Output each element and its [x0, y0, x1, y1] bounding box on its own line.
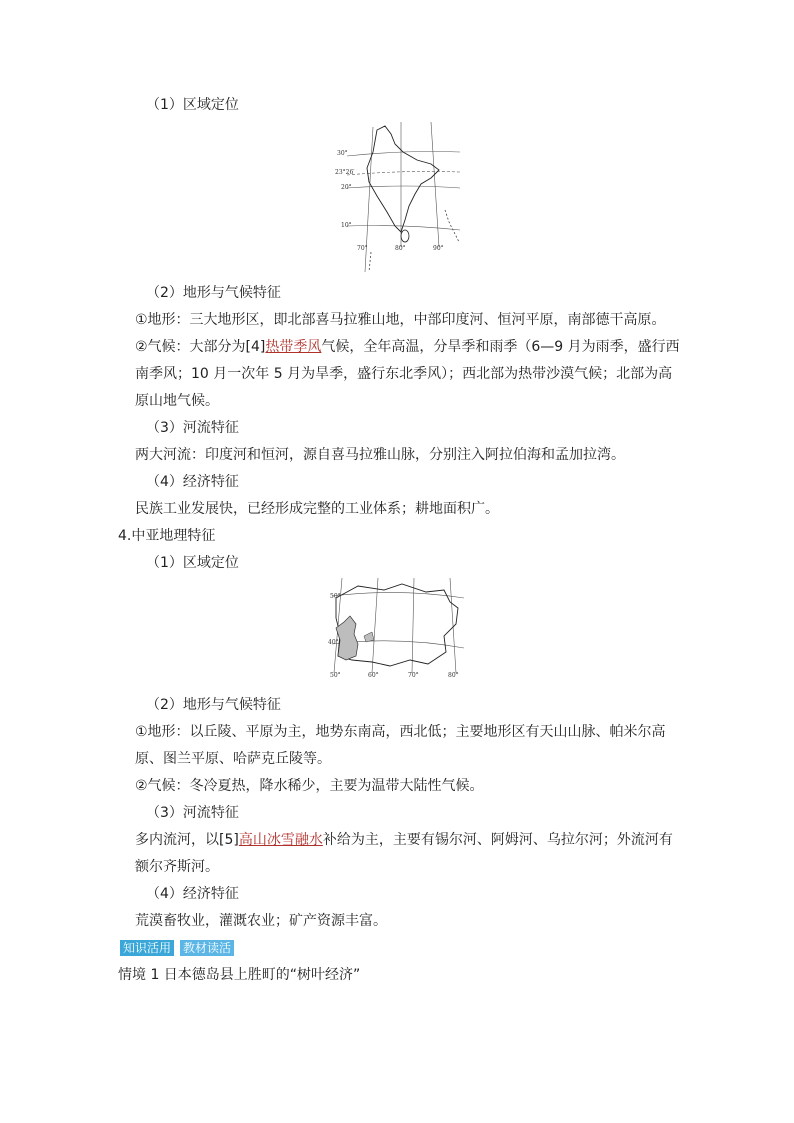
answer-5: 高山冰雪融水: [238, 832, 323, 848]
lat-20-label: 20°: [341, 184, 352, 191]
terrain-text-2-line2: 原、图兰平原、哈萨克丘陵等。: [135, 751, 331, 767]
terrain-text: ①地形：三大地形区，即北部喜马拉雅山地，中部印度河、恒河平原，南部德干高原。: [135, 312, 666, 328]
knowledge-application-badge: 知识活用: [120, 940, 174, 956]
subheading-economy-2: （4）经济特征: [146, 886, 239, 902]
textbook-reading-badge: 教材读活: [180, 940, 234, 956]
climate-text-line1: ②气候：大部分为[4]热带季风气候，全年高温，分旱季和雨季（6—9 月为雨季，盛行西: [135, 339, 680, 355]
lat-23-label: 23°26′: [335, 169, 355, 176]
subheading-location-2: （1）区域定位: [146, 555, 239, 571]
lon-90-label: 90°: [433, 245, 444, 252]
lon-50-label: 50°: [330, 672, 341, 679]
river-text-2-line2: 额尔齐斯河。: [135, 859, 219, 875]
lon-70-label: 70°: [408, 672, 419, 679]
subheading-economy: （4）经济特征: [146, 474, 239, 490]
lon-80-label: 80°: [395, 245, 406, 252]
river-text: 两大河流：印度河和恒河，源自喜马拉雅山脉，分别注入阿拉伯海和孟加拉湾。: [135, 447, 625, 463]
river-text-2-line1: 多内流河，以[5]高山冰雪融水补给为主，主要有锡尔河、阿姆河、乌拉尔河；外流河有: [135, 832, 673, 848]
climate-text-line3: 原山地气候。: [135, 393, 219, 409]
section-title-central-asia: 4.中亚地理特征: [118, 528, 216, 544]
subheading-terrain-climate: （2）地形与气候特征: [146, 285, 281, 301]
lat-10-label: 10°: [341, 222, 352, 229]
subheading-rivers: （3）河流特征: [146, 420, 239, 436]
subheading-location: （1）区域定位: [146, 97, 239, 113]
lon-80-label: 80°: [448, 672, 459, 679]
subheading-rivers-2: （3）河流特征: [146, 805, 239, 821]
subheading-terrain-climate-2: （2）地形与气候特征: [146, 697, 281, 713]
central-asia-map: [328, 578, 468, 683]
lon-70-label: 70°: [357, 245, 368, 252]
lat-30-label: 30°: [337, 150, 348, 157]
economy-text-2: 荒漠畜牧业，灌溉农业；矿产资源丰富。: [135, 913, 387, 929]
lat-50-label: 50°: [330, 593, 341, 600]
lat-40-label: 40°: [328, 639, 339, 646]
situation-heading: 情境 1 日本德岛县上胜町的“树叶经济”: [118, 967, 361, 983]
lon-60-label: 60°: [368, 672, 379, 679]
answer-4: 热带季风: [265, 339, 322, 355]
south-asia-map: [335, 122, 465, 272]
climate-text-line2: 南季风；10 月一次年 5 月为旱季，盛行东北季风）；西北部为热带沙漠气候；北部为高: [135, 366, 673, 382]
climate-text-2: ②气候：冬冷夏热，降水稀少，主要为温带大陆性气候。: [135, 778, 484, 794]
economy-text: 民族工业发展快，已经形成完整的工业体系；耕地面积广。: [135, 501, 499, 517]
terrain-text-2-line1: ①地形：以丘陵、平原为主，地势东南高，西北低；主要地形区有天山山脉、帕米尔高: [135, 724, 666, 740]
